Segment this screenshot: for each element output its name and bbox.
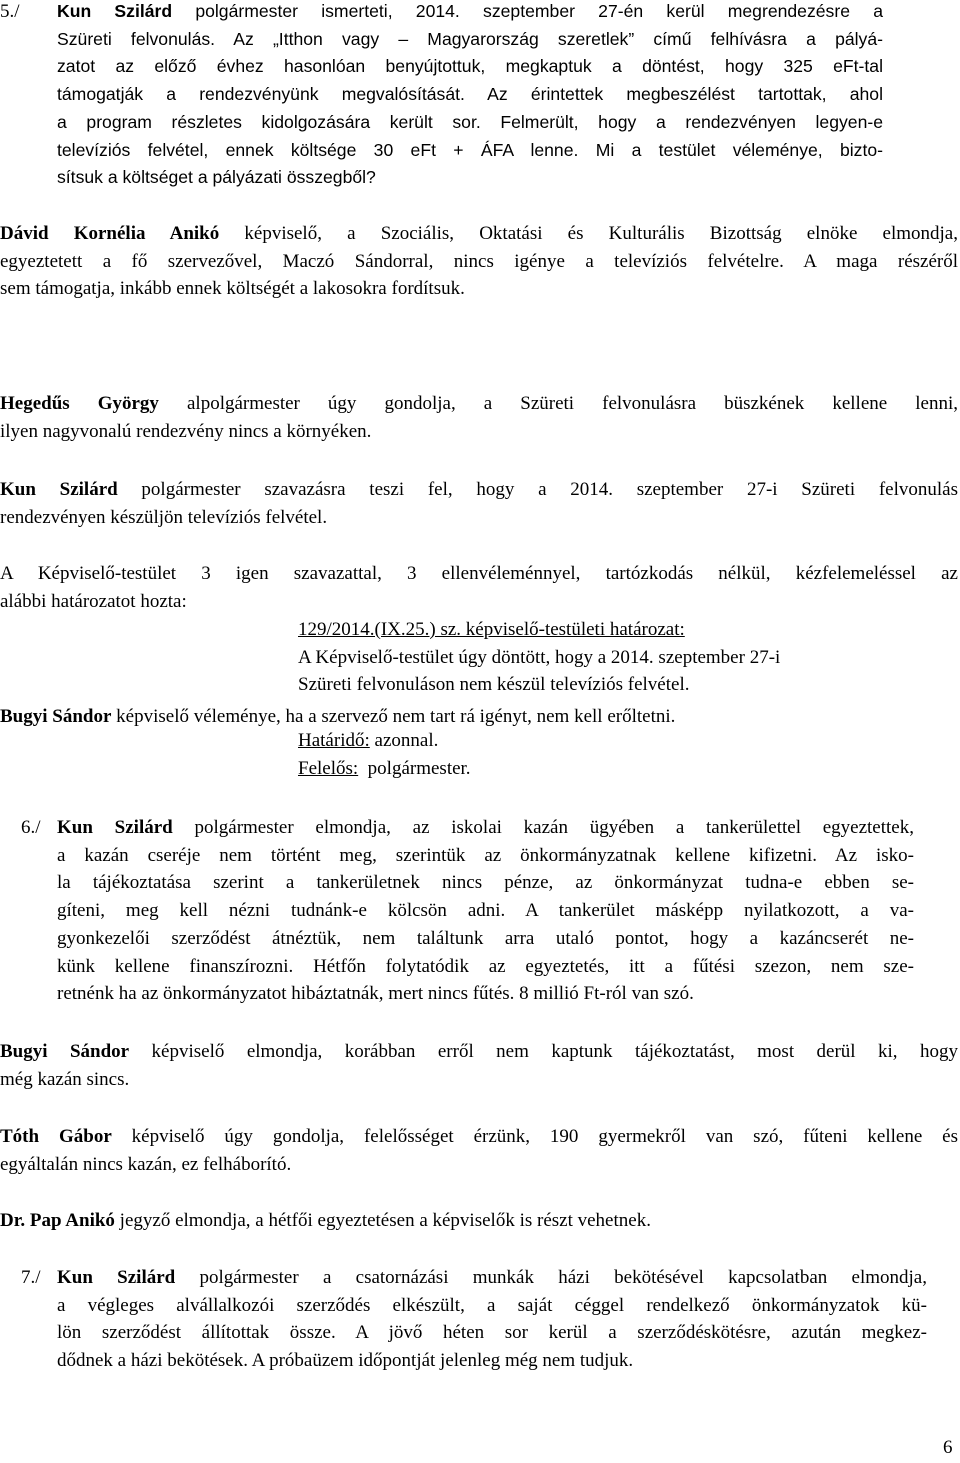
text-line <box>0 588 958 616</box>
page-number: 6 <box>943 1437 953 1458</box>
deadline-label: Határidő: <box>298 729 370 751</box>
resolution-block <box>298 616 918 782</box>
text-line <box>0 418 958 446</box>
text-line <box>0 275 958 303</box>
item-5-number: 5./ <box>0 1 20 22</box>
line-text: künk kellene finanszírozni. Hétfőn folytatódik az egyeztetés, itt a fűtési szezon, nem sze- <box>57 955 914 977</box>
text-line <box>57 1264 927 1292</box>
text-line <box>57 1319 927 1347</box>
speaker-name: Dávid Kornélia Anikó <box>0 223 220 244</box>
kun-vote-paragraph <box>0 476 958 531</box>
text-line <box>57 980 914 1008</box>
text-line <box>57 869 914 897</box>
text-line <box>0 476 958 504</box>
speaker-name: Kun Szilárd <box>57 1267 176 1288</box>
line-text: la tájékoztatása szerint a tankerületnek nincs pénze, az önkormányzat tudna-e ebben se- <box>57 872 914 894</box>
line-text: képviselő, a Szociális, Oktatási és Kulturális Bizottság elnöke elmondja, <box>219 223 958 244</box>
text-line <box>57 164 883 192</box>
toth-paragraph <box>0 1123 958 1178</box>
line-text: gíteni, meg kell nézni tudnánk-e kölcsön adni. A tankerület másképp nyilatkozott, a va- <box>57 900 914 922</box>
text-line <box>0 248 958 276</box>
text-line <box>57 109 883 137</box>
line-text: A Képviselő-testület 3 igen szavazattal, 3 ellenvéleménnyel, tartózkodás nélkül, kézfelemeléssel az <box>0 563 958 584</box>
speaker-name: Hegedűs György <box>0 393 159 414</box>
line-text: alábbi határozatot hozta: <box>0 590 187 612</box>
item-7-number: 7./ <box>21 1267 41 1288</box>
resolution-text-line-1: A Képviselő-testület úgy döntött, hogy a 2014. szeptember 27-i <box>298 646 781 668</box>
line-text: rendezvényen készüljön televíziós felvétel. <box>0 506 328 528</box>
line-text: a program részletes kidolgozására került sor. Felmerült, hogy a rendezvényen legyen-e <box>57 111 883 132</box>
line-text: támogatják a rendezvényünk megvalósítását. Az érintettek megbeszélést tartottak, ahol <box>57 84 883 105</box>
line-text: Szüreti felvonulás. Az „Itthon vagy – Magyarország szeretlek” című felhívásra a pályá- <box>57 28 883 49</box>
text-line <box>57 953 914 981</box>
vote-paragraph <box>0 560 958 615</box>
line-text: polgármester a csatornázási munkák házi bekötésével kapcsolatban elmondja, <box>175 1267 927 1288</box>
line-text: képviselő úgy gondolja, felelősséget érzünk, 190 gyermekről van szó, fűteni kellene és <box>111 1126 958 1147</box>
hegedus-paragraph <box>0 390 958 445</box>
pap-paragraph <box>0 1207 958 1235</box>
text-line <box>0 1123 958 1151</box>
resolution-responsible <box>298 755 918 783</box>
line-text: egyáltalán nincs kazán, ez felháborító. <box>0 1153 292 1175</box>
line-text: jegyző elmondja, a hétfői egyeztetésen a képviselők is részt vehetnek. <box>114 1210 651 1231</box>
text-line <box>0 560 958 588</box>
line-text: zatot az előző évhez hasonlóan benyújtottuk, megkaptuk a döntést, hogy 325 eFt-tal <box>57 56 883 77</box>
text-line <box>57 1292 927 1320</box>
text-line <box>0 504 958 532</box>
line-text: ilyen nagyvonalú rendezvény nincs a környéken. <box>0 420 372 442</box>
line-text: dődnek a házi bekötések. A próbaüzem időpontját jelenleg még nem tudjuk. <box>57 1350 634 1372</box>
line-text: képviselő véleménye, ha a szervező nem tart rá igényt, nem kell erőltetni. <box>111 706 676 727</box>
speaker-name: Tóth Gábor <box>0 1126 112 1147</box>
text-line <box>0 1066 958 1094</box>
line-text: a kazán cseréje nem történt meg, szerintük az önkormányzatnak kellene kifizetni. Az isko- <box>57 844 914 866</box>
text-line <box>57 814 914 842</box>
text-line <box>0 390 958 418</box>
text-line <box>57 842 914 870</box>
item-6-number: 6./ <box>21 817 41 838</box>
text-line <box>57 26 883 54</box>
text-line <box>0 220 958 248</box>
line-text: még kazán sincs. <box>0 1068 130 1090</box>
resolution-text-line-2: Szüreti felvonuláson nem készül televíziós felvétel. <box>298 674 690 696</box>
line-text: polgármester szavazásra teszi fel, hogy a 2014. szeptember 27-i Szüreti felvonulás <box>117 479 958 500</box>
item-7-paragraph <box>57 1264 927 1375</box>
speaker-name: Bugyi Sándor <box>0 1041 130 1062</box>
responsible-label: Felelős: <box>298 757 359 779</box>
text-line <box>57 81 883 109</box>
line-text: polgármester ismerteti, 2014. szeptember 27-én kerül megrendezésre a <box>172 1 883 21</box>
text-line <box>57 925 914 953</box>
text-line <box>57 53 883 81</box>
line-text: sítsuk a költséget a pályázati összegből? <box>57 167 376 188</box>
line-text: képviselő elmondja, korábban erről nem kaptunk tájékoztatást, most derül ki, hogy <box>129 1041 958 1062</box>
text-line <box>57 0 883 26</box>
text-line <box>57 137 883 165</box>
speaker-name: Kun Szilárd <box>57 1 173 21</box>
david-paragraph <box>0 220 958 303</box>
line-text: gyonkezelői szerződést átnéztük, nem találtunk arra utaló pontot, hogy a kazáncserét ne- <box>57 927 914 949</box>
deadline-value: azonnal. <box>369 729 439 751</box>
text-line <box>57 897 914 925</box>
item-6-paragraph <box>57 814 914 1008</box>
line-text: polgármester elmondja, az iskolai kazán ügyében a tankerülettel egyeztettek, <box>172 817 914 838</box>
speaker-name: Dr. Pap Anikó <box>0 1210 115 1231</box>
line-text: lön szerződést állítottak össze. A jövő héten sor kerül a szerződéskötésre, azután megkez- <box>57 1322 927 1344</box>
line-text: retnénk ha az önkormányzatot hibáztatnák, mert nincs fűtés. 8 millió Ft-ról van szó. <box>57 983 694 1005</box>
text-line <box>0 1038 958 1066</box>
resolution-title: 129/2014.(IX.25.) sz. képviselő-testületi határozat: <box>298 619 685 640</box>
text-line <box>57 1347 927 1375</box>
speaker-name: Kun Szilárd <box>57 817 173 838</box>
text-line <box>0 1207 958 1235</box>
speaker-name: Kun Szilárd <box>0 479 118 500</box>
speaker-name: Bugyi Sándor <box>0 706 112 727</box>
item-5-paragraph <box>57 0 883 192</box>
line-text: a végleges alvállalkozói szerződés elkészült, a saját céggel rendelkező önkormányzatok kü- <box>57 1294 927 1316</box>
line-text: alpolgármester úgy gondolja, a Szüreti felvonulásra büszkének kellene lenni, <box>158 393 958 414</box>
line-text: televíziós felvétel, ennek költsége 30 eFt + ÁFA lenne. Mi a testület véleménye, bizto- <box>57 139 883 160</box>
responsible-value: polgármester. <box>358 757 471 779</box>
line-text: egyeztetett a fő szervezővel, Maczó Sándorral, nincs igénye a televíziós felvételre. A maga részéről <box>0 250 958 272</box>
resolution-deadline <box>298 727 918 755</box>
text-line <box>0 1151 958 1179</box>
line-text: sem támogatja, inkább ennek költségét a lakosokra fordítsuk. <box>0 278 465 300</box>
bugyi-paragraph-2 <box>0 1038 958 1093</box>
